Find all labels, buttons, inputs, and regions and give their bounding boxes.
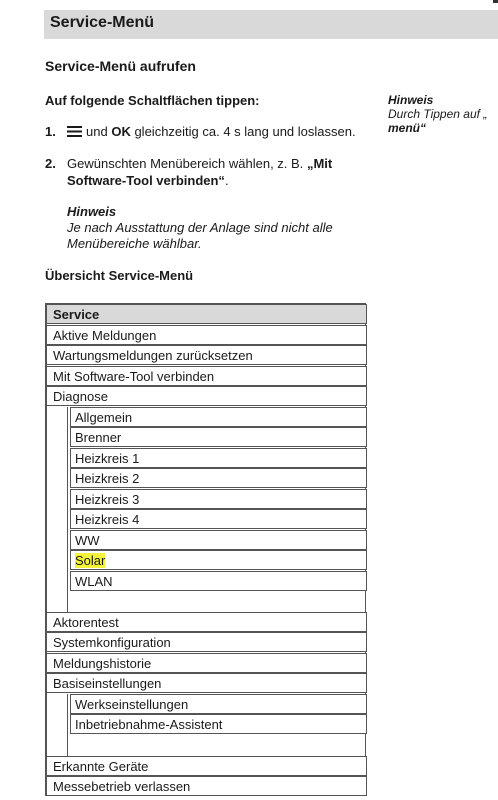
tree-subitem-inbetriebnahme: Inbetriebnahme-Assistent xyxy=(70,714,367,734)
tree-item-messebetrieb: Messebetrieb verlassen xyxy=(46,776,367,796)
tree-head-service: Service xyxy=(46,304,367,324)
tree-item-software-tool: Mit Software-Tool verbinden xyxy=(46,366,367,386)
tree-line xyxy=(67,694,68,756)
page-corner-mark xyxy=(493,0,498,3)
page-title: Service-Menü xyxy=(50,14,155,31)
tree-subitem-heizkreis-3: Heizkreis 3 xyxy=(70,489,367,509)
tree-subitem-heizkreis-1: Heizkreis 1 xyxy=(70,448,367,468)
tree-subitem-solar xyxy=(70,550,367,570)
tree-subitem-werkseinstellungen: Werkseinstellungen xyxy=(70,694,367,714)
menu-icon xyxy=(67,126,82,137)
service-menu-tree xyxy=(45,303,366,796)
tree-line xyxy=(67,407,68,612)
tree-item-aktive-meldungen: Aktive Meldungen xyxy=(46,325,367,345)
tree-subitem-wlan: WLAN xyxy=(70,571,367,591)
step-number: 2. xyxy=(45,156,56,171)
tree-subitem-heizkreis-2: Heizkreis 2 xyxy=(70,468,367,488)
ok-key-label: OK xyxy=(111,124,131,139)
hint-note: Hinweis Je nach Ausstattung der Anlage sind nicht alle Menübereiche wählbar. xyxy=(67,204,333,251)
tree-item-meldungshistorie: Meldungshistorie xyxy=(46,653,367,673)
step-text: und OK gleichzeitig ca. 4 s lang und loslassen. xyxy=(67,123,356,140)
side-hint-note: Hinweis Durch Tippen auf „ menü“ xyxy=(388,93,488,135)
highlight-solar: Solar xyxy=(75,553,106,568)
section-title: Service-Menü aufrufen xyxy=(45,58,196,74)
step-text: Gewünschten Menübereich wählen, z. B. „Mit Software-Tool verbinden“. xyxy=(67,156,333,188)
tree-item-basiseinstellungen: Basiseinstellungen xyxy=(46,673,367,693)
tree-subitem-ww: WW xyxy=(70,530,367,550)
tree-subitem-allgemein: Allgemein xyxy=(70,407,367,427)
hint-title: Hinweis xyxy=(67,204,117,219)
tree-item-diagnose: Diagnose xyxy=(46,386,367,406)
overview-title: Übersicht Service-Menü xyxy=(45,268,194,283)
tree-subitem-heizkreis-4: Heizkreis 4 xyxy=(70,509,367,529)
tree-item-erkannte-geraete: Erkannte Geräte xyxy=(46,756,367,776)
tree-subitem-brenner: Brenner xyxy=(70,427,367,447)
step-number: 1. xyxy=(45,124,56,139)
tree-item-aktorentest: Aktorentest xyxy=(46,612,367,632)
tree-item-wartungsmeldungen: Wartungsmeldungen zurücksetzen xyxy=(46,345,367,365)
tree-item-systemkonfiguration: Systemkonfiguration xyxy=(46,632,367,652)
side-hint-title: Hinweis xyxy=(388,93,434,107)
instruction-title: Auf folgende Schaltflächen tippen: xyxy=(45,93,260,108)
